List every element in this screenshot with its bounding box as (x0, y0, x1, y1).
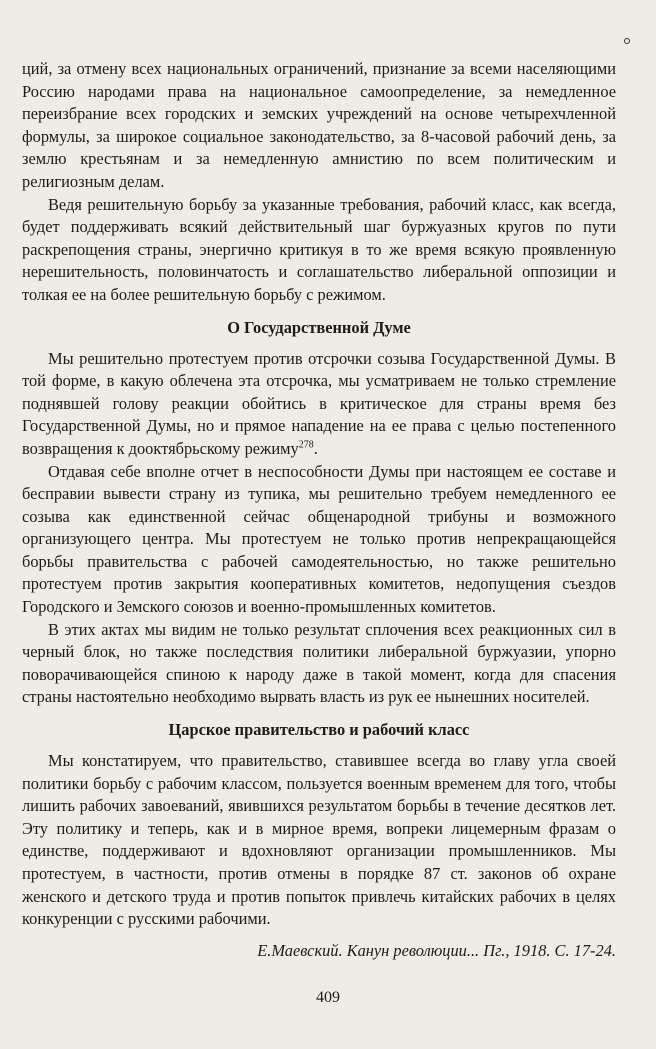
footnote-marker: 278 (298, 439, 314, 451)
paragraph-reactionary-bloc: В этих актах мы видим не только результат сплочения всех реакционных сил в черный блок, но также последствия политики либеральной буржуазии, упорно поворачивающейся спиною к народу даже в такой момент, когда для спасения страны настоятельно необходимо вырвать власть из рук ее нынешних носителей. (22, 619, 616, 707)
paragraph-duma-protest-text: Мы решительно протестуем против отсрочки созыва Государственной Думы. В той форме, в какую облечена эта отсрочка, мы усматриваем не только стремление поднявшей голову реакции обойтись в критическое для страны время без Государственной Думы, но и прямое нападение на ее права с целью постепенного возвращения к доoктябрьскому режиму (22, 348, 616, 458)
heading-state-duma: О Государственной Думе (227, 317, 411, 337)
paragraph-duma-convocation: Отдавая себе вполне отчет в неспособности Думы при настоящем ее составе и бесправии вывести страну из тупика, мы решительно требуем немедленного ее созыва как единственной сейчас общенародной трибуны и возможного организующего центра. Мы протестуем не только против непрекращающейся борьбы правительства с рабочей самодеятельностью, но также решительно протестуем против закрытия кооперативных комитетов, недопущения съездов Городского и Земского союзов и военно-промышленных комитетов. (22, 461, 616, 617)
heading-tsarist-government: Царское правительство и рабочий класс (168, 720, 470, 740)
paragraph-continuation: ций, за отмену всех национальных ограничений, признание за всеми населяющими Россию народами права на национальное самоопределение, за немедленное переизбрание всех городских и земских учреждений на основе четырехчленной формулы, за широкое социальное законодательство, за 8-часовой рабочий день, за землю крестьянам и за немедленную амнистию по всем политическим и религиозным делам. (22, 59, 616, 191)
margin-dot (624, 38, 630, 44)
paragraph-duma-protest-end: . (313, 438, 318, 458)
page-number: 409 (316, 989, 340, 1006)
paragraph-duma-protest (22, 348, 616, 461)
paragraph-working-class-struggle: Ведя решительную борьбу за указанные требования, рабочий класс, как всегда, будет поддерживать всякий действительный шаг буржуазных кругов по пути раскрепощения страны, энергично критикуя в то же время всякую проявленную нерешительность, половинчатость и соглашательство либеральной оппозиции и толкая ее на более решительную борьбу с режимом. (22, 194, 616, 304)
paragraph-government-policy: Мы констатируем, что правительство, ставившее всегда во главу угла своей политики борьбу с рабочим классом, пользуется военным временем для того, чтобы лишить рабочих завоеваний, явившихся результатом борьбы в течение десятков лет. Эту политику и теперь, как и в мирное время, вопреки лицемерным фразам о единстве, поддерживают и вдохновляют организации промышленников. Мы протестуем, в частности, против отмены в порядке 87 ст. законов об охране женского и детского труда и против попыток привлечь китайских рабочих в целях конкуренции с русскими рабочими. (22, 751, 616, 929)
source-citation: Е.Маевский. Канун революции... Пг., 1918. С. 17-24. (257, 940, 616, 960)
